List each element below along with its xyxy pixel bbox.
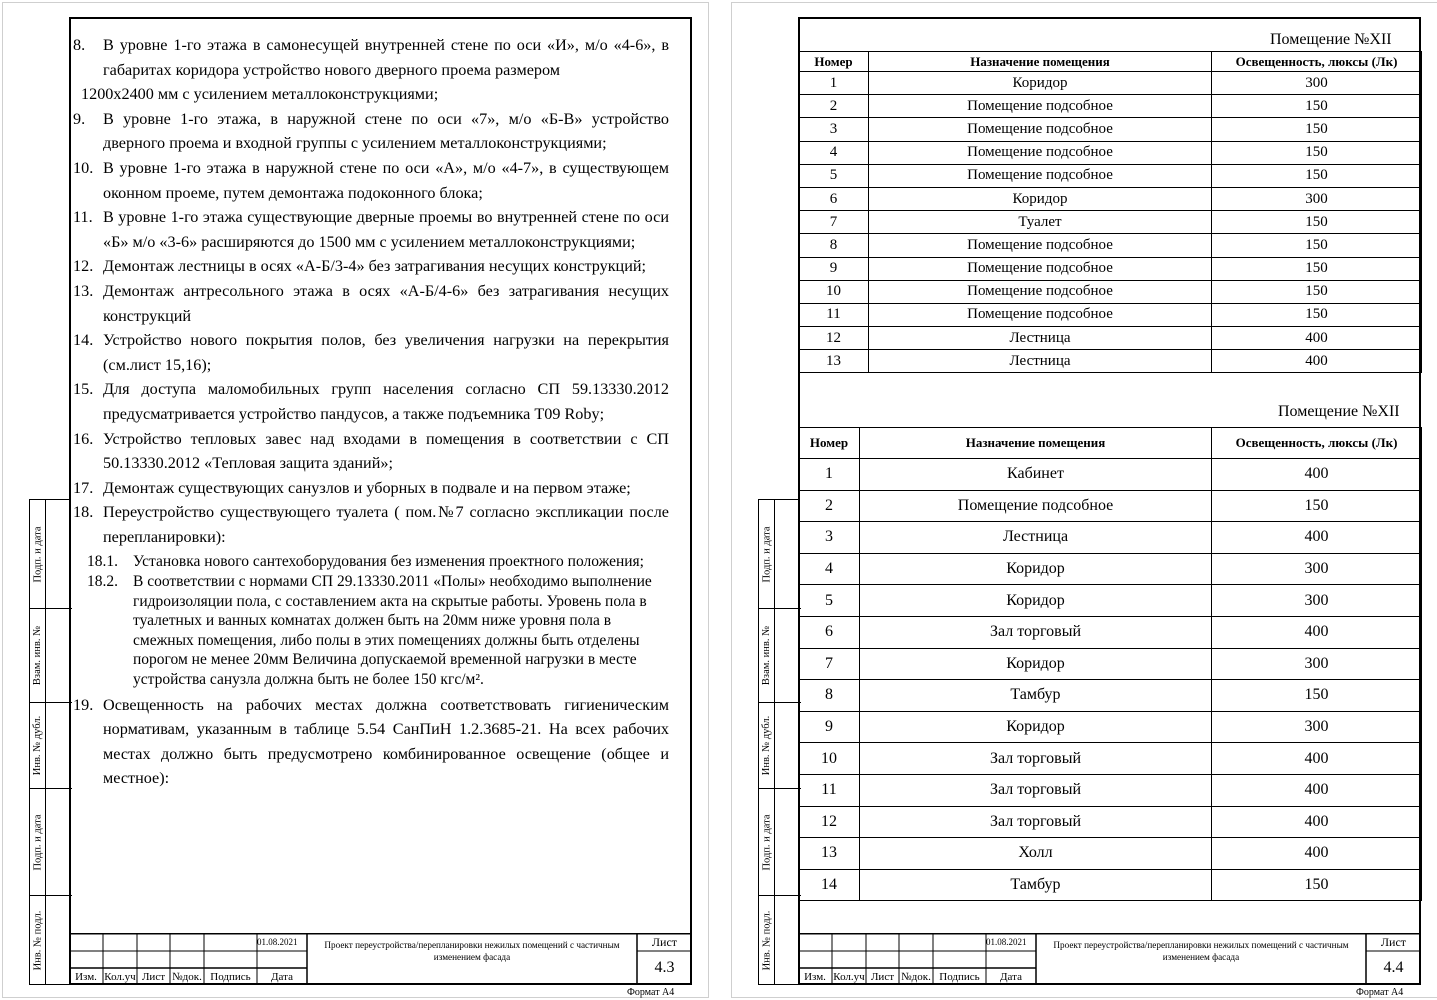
room-number-cell: 5 (799, 585, 860, 617)
table-row (799, 553, 1422, 585)
illumination-cell: 400 (1212, 806, 1422, 838)
room-purpose-cell: Лестница (860, 522, 1212, 554)
table-row (799, 869, 1422, 901)
illumination-cell: 400 (1212, 459, 1422, 491)
sidebar-label: Подп. и дата (32, 525, 44, 583)
room-purpose-cell: Зал торговый (860, 774, 1212, 806)
illumination-cell: 300 (1212, 711, 1422, 743)
table-header: Освещенность, люксы (Лк) (1212, 428, 1422, 459)
notes-text (73, 33, 669, 791)
table-header: Номер (799, 428, 860, 459)
room-purpose-cell: Помещение подсобное (869, 118, 1212, 141)
room-number-cell: 13 (799, 350, 869, 373)
table-row (799, 187, 1422, 210)
list-item: 17. Демонтаж существующих санузлов и уборных в подвале и на первом этаже; (73, 478, 631, 497)
room-purpose-cell: Тамбур (860, 869, 1212, 901)
room-number-cell: 1 (799, 459, 860, 491)
sub-list-item: 18.1. Установка нового сантехоборудования без изменения проектного положения; (87, 553, 644, 571)
room-purpose-cell: Коридор (860, 648, 1212, 680)
illumination-cell: 400 (1212, 743, 1422, 775)
table-row (799, 303, 1422, 326)
sidebar-label: Взам. инв. № (32, 625, 44, 686)
room-purpose-cell: Коридор (860, 585, 1212, 617)
sidebar-label: Подп. и дата (32, 813, 44, 871)
room-purpose-cell: Помещение подсобное (869, 234, 1212, 257)
table-row (799, 838, 1422, 870)
list-item: 15. Для доступа маломобильных групп населения согласно СП 59.13330.2012 предусматривается устройство пандусов, а также подъемника Т09 Roby; (73, 380, 669, 423)
room-purpose-cell: Коридор (860, 711, 1212, 743)
illumination-cell: 150 (1212, 211, 1422, 234)
room-number-cell: 9 (799, 711, 860, 743)
room-number-cell: 12 (799, 327, 869, 350)
sheet-number: 4.3 (654, 959, 675, 976)
sidebar-label: Инв. № дубл. (761, 715, 773, 776)
table-row (799, 327, 1422, 350)
stamp-col-header: Лист (870, 971, 895, 983)
list-item: 12. Демонтаж лестницы в осях «А-Б/3-4» без затрагивания несущих конструкций; (73, 257, 647, 276)
table-row (799, 257, 1422, 280)
list-item: 11. В уровне 1-го этажа существующие дверные проемы во внутренней стене по оси «Б» м/о «3-6» расширяются до 1500 мм с усилением металлоконструкциями; (73, 208, 669, 251)
illumination-cell: 300 (1212, 648, 1422, 680)
stamp-col-header: №док. (901, 971, 931, 983)
stamp-col-header: Кол.уч (104, 971, 136, 983)
table-row (799, 711, 1422, 743)
stamp-col-header: Дата (1000, 971, 1022, 983)
stamp-col-header: Лист (141, 971, 166, 983)
list-item: 16. Устройство тепловых завес над входами в помещения в соответствии с СП 50.13330.2012 «Тепловая защита зданий»; (73, 429, 669, 473)
room-purpose-cell: Холл (860, 838, 1212, 870)
stamp-col-header: Изм. (804, 971, 826, 983)
table-row (799, 806, 1422, 838)
room-number-cell: 11 (799, 303, 869, 326)
room-number-cell: 2 (799, 95, 869, 118)
sidebar-stamp (758, 499, 800, 985)
table-header: Номер (799, 52, 869, 72)
illumination-cell: 150 (1212, 234, 1422, 257)
room-purpose-cell: Коридор (869, 187, 1212, 210)
room-purpose-cell: Зал торговый (860, 743, 1212, 775)
room-number-cell: 1 (799, 72, 869, 95)
room-number-cell: 8 (799, 234, 869, 257)
table-row (799, 350, 1422, 373)
table-row (799, 164, 1422, 187)
room-purpose-cell: Помещение подсобное (869, 280, 1212, 303)
sidebar-label: Инв. № подл. (32, 910, 44, 970)
room-number-cell: 10 (799, 743, 860, 775)
table1-caption: Помещение №XII (1270, 31, 1392, 48)
room-purpose-cell: Помещение подсобное (869, 303, 1212, 326)
sheet-label: Лист (651, 935, 678, 949)
format-label: Формат А4 (1356, 987, 1404, 998)
room-number-cell: 10 (799, 280, 869, 303)
list-item: 13. Демонтаж антресольного этажа в осях «А-Б/4-6» без затрагивания несущих конструкций (73, 281, 669, 325)
room-purpose-cell: Помещение подсобное (860, 490, 1212, 522)
illumination-table-2 (798, 427, 1422, 901)
illumination-cell: 400 (1212, 838, 1422, 870)
room-purpose-cell: Помещение подсобное (869, 95, 1212, 118)
room-number-cell: 8 (799, 680, 860, 712)
sub-list-item: 18.2. В соответствии с нормами СП 29.13330.2011 «Полы» необходимо выполнение гидроизоляции пола, с составлением акта на скрытые работы. Уровень пола в туалетных и ванных комнатах должен быть на 20мм ниже уровня пола в смежных помещения, либо полы в этих помещениях должны быть отделены порогом не менее 20мм Величина допускаемой временной нагрузки в месте устройства санузла должна быть не более 150 кгс/м². (87, 573, 652, 689)
stamp-date: 01.08.2021 (257, 937, 298, 947)
table-row (799, 95, 1422, 118)
illumination-cell: 150 (1212, 303, 1422, 326)
room-purpose-cell: Лестница (869, 350, 1212, 373)
sidebar-label: Инв. № подл. (761, 910, 773, 970)
title-block (69, 933, 692, 985)
table-row (799, 490, 1422, 522)
table-row (799, 522, 1422, 554)
table-row (799, 141, 1422, 164)
stamp-date: 01.08.2021 (986, 937, 1027, 947)
sidebar-label: Подп. и дата (761, 813, 773, 871)
room-purpose-cell: Лестница (869, 327, 1212, 350)
room-number-cell: 6 (799, 616, 860, 648)
room-purpose-cell: Коридор (869, 72, 1212, 95)
table-header: Освещенность, люксы (Лк) (1212, 52, 1422, 72)
illumination-cell: 150 (1212, 280, 1422, 303)
room-purpose-cell: Зал торговый (860, 806, 1212, 838)
stamp-col-header: Кол.уч (833, 971, 865, 983)
table2-caption: Помещение №XII (1278, 403, 1400, 420)
illumination-cell: 150 (1212, 257, 1422, 280)
illumination-cell: 150 (1212, 141, 1422, 164)
illumination-cell: 300 (1212, 585, 1422, 617)
room-purpose-cell: Тамбур (860, 680, 1212, 712)
illumination-cell: 400 (1212, 522, 1422, 554)
sidebar-label: Инв. № дубл. (32, 715, 44, 776)
list-item: 18. Переустройство существующего туалета ( пом.№7 согласно экспликации после перепланировки): (73, 503, 669, 546)
room-number-cell: 6 (799, 187, 869, 210)
sheet-label: Лист (1380, 935, 1407, 949)
illumination-cell: 400 (1212, 327, 1422, 350)
room-purpose-cell: Помещение подсобное (869, 257, 1212, 280)
illumination-cell: 150 (1212, 680, 1422, 712)
illumination-cell: 150 (1212, 164, 1422, 187)
illumination-cell: 300 (1212, 72, 1422, 95)
stamp-col-header: Дата (271, 971, 293, 983)
table-row (799, 585, 1422, 617)
room-number-cell: 2 (799, 490, 860, 522)
project-title: Проект переустройства/перепланировки нежилых помещений с частичным изменением фасада (324, 940, 620, 962)
sheet-number: 4.4 (1383, 959, 1404, 976)
table-row (799, 234, 1422, 257)
room-number-cell: 13 (799, 838, 860, 870)
stamp-col-header: №док. (172, 971, 202, 983)
table-row (799, 680, 1422, 712)
room-number-cell: 9 (799, 257, 869, 280)
illumination-cell: 400 (1212, 616, 1422, 648)
room-purpose-cell: Зал торговый (860, 616, 1212, 648)
sidebar-stamp (29, 499, 71, 985)
room-purpose-cell: Коридор (860, 553, 1212, 585)
table-row (799, 211, 1422, 234)
table-row (799, 280, 1422, 303)
illumination-cell: 400 (1212, 774, 1422, 806)
sidebar-label: Подп. и дата (761, 525, 773, 583)
project-title: Проект переустройства/перепланировки нежилых помещений с частичным изменением фасада (1053, 940, 1349, 962)
stamp-col-header: Подпись (210, 971, 251, 983)
list-item: 9. В уровне 1-го этажа, в наружной стене по оси «7», м/о «Б-В» устройство дверного проема и входной группы с усилением металлоконструкциями; (73, 109, 669, 153)
table-header: Назначение помещения (860, 428, 1212, 459)
illumination-cell: 300 (1212, 553, 1422, 585)
room-purpose-cell: Кабинет (860, 459, 1212, 491)
format-label: Формат А4 (627, 987, 675, 998)
room-number-cell: 12 (799, 806, 860, 838)
room-number-cell: 5 (799, 164, 869, 187)
left-page (2, 2, 709, 998)
list-item: 14. Устройство нового покрытия полов, без увеличения нагрузки на перекрытия (см.лист 15,16); (73, 331, 669, 374)
list-item-continuation: 1200х2400 мм с усилением металлоконструкциями; (81, 85, 439, 104)
room-number-cell: 4 (799, 553, 860, 585)
table-row (799, 72, 1422, 95)
illumination-table-1 (798, 51, 1422, 373)
room-number-cell: 14 (799, 869, 860, 901)
table-row (799, 118, 1422, 141)
list-item: 10. В уровне 1-го этажа в наружной стене по оси «А», м/о «4-7», в существующем оконном проеме, путем демонтажа подоконного блока; (73, 158, 669, 202)
illumination-cell: 400 (1212, 350, 1422, 373)
room-number-cell: 3 (799, 522, 860, 554)
stamp-col-header: Подпись (939, 971, 980, 983)
table-header: Назначение помещения (869, 52, 1212, 72)
illumination-cell: 150 (1212, 118, 1422, 141)
room-number-cell: 4 (799, 141, 869, 164)
table-row (799, 616, 1422, 648)
title-block (798, 933, 1421, 985)
stamp-col-header: Изм. (75, 971, 97, 983)
right-page (731, 2, 1437, 998)
illumination-cell: 300 (1212, 187, 1422, 210)
table-row (799, 648, 1422, 680)
room-number-cell: 7 (799, 648, 860, 680)
room-number-cell: 11 (799, 774, 860, 806)
table-row (799, 743, 1422, 775)
room-purpose-cell: Помещение подсобное (869, 164, 1212, 187)
list-item: 19. Освещенность на рабочих местах должна соответствовать гигиеническим нормативам, указанным в таблице 5.54 СанПиН 1.2.3685-21. На всех рабочих местах должно быть предусмотрено комбинированное освещение (общее и местное): (73, 695, 669, 788)
room-number-cell: 7 (799, 211, 869, 234)
sidebar-label: Взам. инв. № (761, 625, 773, 686)
table-row (799, 774, 1422, 806)
room-number-cell: 3 (799, 118, 869, 141)
table-row (799, 459, 1422, 491)
illumination-cell: 150 (1212, 95, 1422, 118)
illumination-cell: 150 (1212, 490, 1422, 522)
list-item: 8. В уровне 1-го этажа в самонесущей внутренней стене по оси «И», м/о «4-6», в габаритах коридора устройство нового дверного проема размером (73, 36, 669, 79)
room-purpose-cell: Помещение подсобное (869, 141, 1212, 164)
illumination-cell: 150 (1212, 869, 1422, 901)
room-purpose-cell: Туалет (869, 211, 1212, 234)
